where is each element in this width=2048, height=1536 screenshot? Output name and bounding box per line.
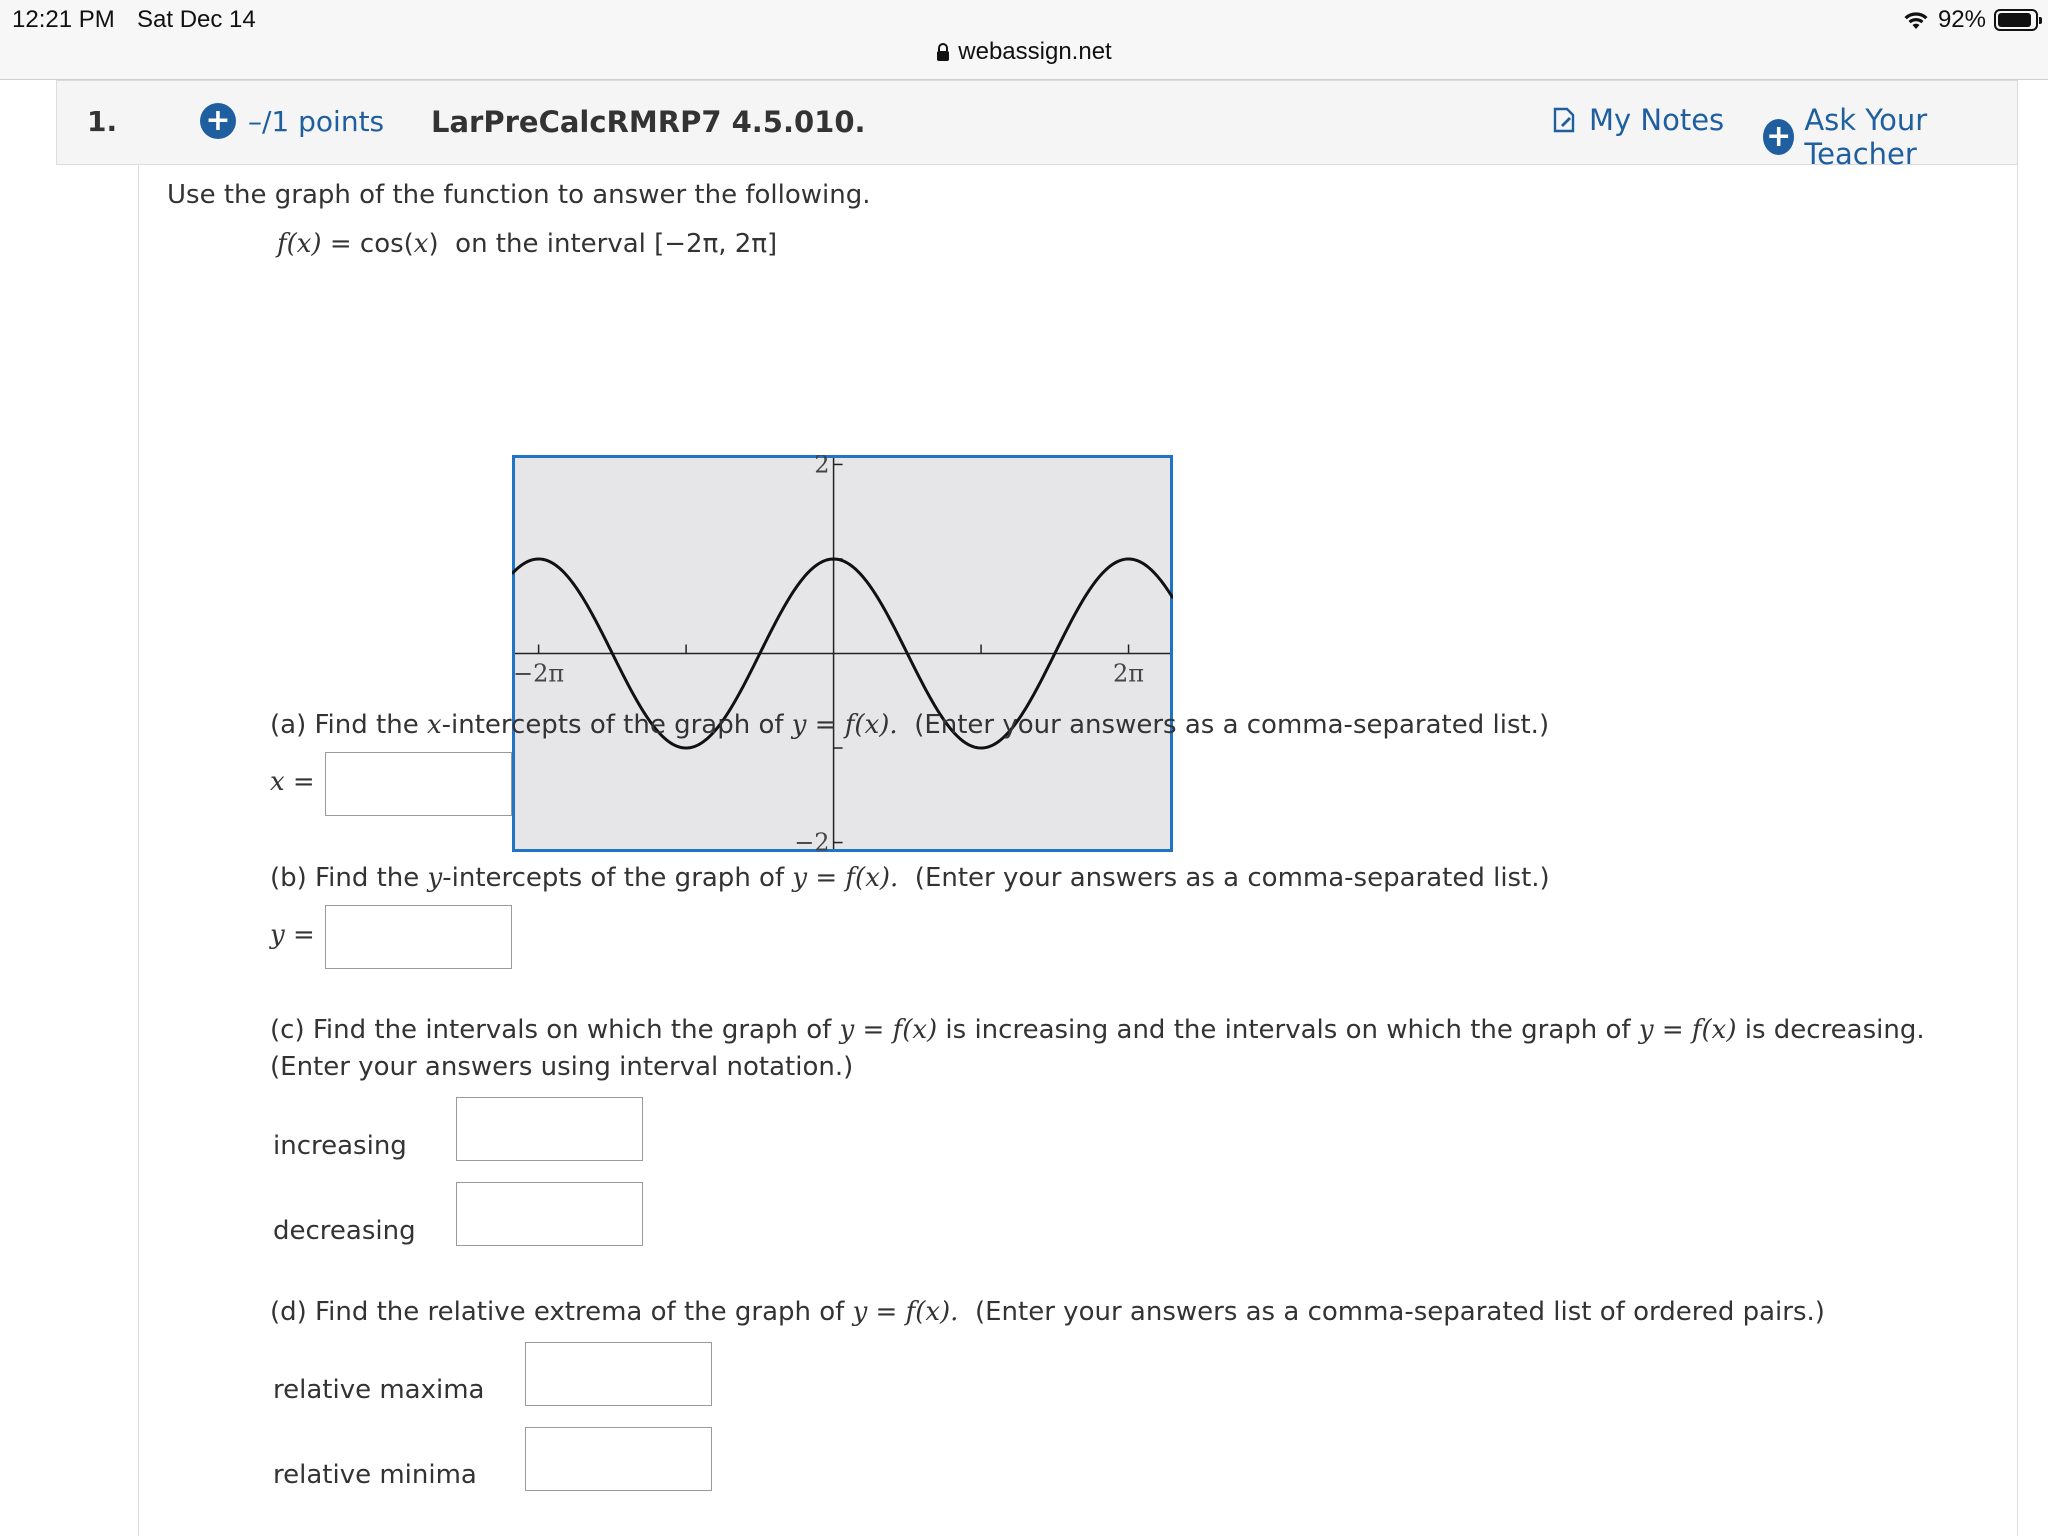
max-label: relative maxima <box>273 1375 485 1405</box>
question-header <box>56 80 2018 171</box>
relative-minima-input[interactable] <box>525 1427 712 1491</box>
part-d-fx: f(x). <box>905 1297 959 1327</box>
part-c-eq1: = <box>854 1015 893 1045</box>
part-c-line1 <box>270 1015 1925 1045</box>
notes-icon <box>1553 107 1575 133</box>
x-tick-label: 2π <box>1113 659 1145 688</box>
part-d-eq: = <box>867 1297 906 1327</box>
y-tick-label: −2 <box>794 828 830 852</box>
decreasing-label: decreasing <box>273 1216 416 1246</box>
part-c-fx2: f(x) <box>1691 1015 1737 1045</box>
part-a-note: (Enter your answers as a comma-separated list.) <box>914 710 1550 740</box>
cosine-graph <box>512 455 1173 852</box>
interval-text: on the interval [−2π, 2π] <box>455 229 778 259</box>
y-label-eq: = <box>284 920 315 950</box>
status-time: 12:21 PM <box>12 6 115 33</box>
increasing-input[interactable] <box>456 1097 643 1161</box>
battery-icon <box>1994 9 2038 31</box>
part-b-fx: f(x). <box>845 863 899 893</box>
part-c-fx1: f(x) <box>892 1015 938 1045</box>
plus-circle-icon[interactable]: + <box>1763 119 1794 155</box>
function-eq: = cos( <box>321 229 414 259</box>
x-label-var: x <box>270 767 285 797</box>
battery-percent: 92% <box>1937 6 1986 33</box>
browser-chrome <box>0 0 2048 80</box>
part-d-text <box>270 1297 1825 1327</box>
part-b-y: y <box>792 863 808 893</box>
y-tick-label: 2 <box>814 455 830 479</box>
part-a-var: x <box>426 710 442 740</box>
intro-text: Use the graph of the function to answer the following. <box>167 180 871 210</box>
part-c-mid: is increasing and the intervals on which the graph of <box>937 1015 1639 1045</box>
part-a-prefix: (a) Find the <box>270 710 427 740</box>
x-answer-label <box>270 767 315 797</box>
part-b-var: y <box>427 863 443 893</box>
part-a-y: y <box>791 710 807 740</box>
ask-teacher-button[interactable] <box>1763 103 2017 171</box>
function-name: f(x) <box>277 229 322 259</box>
question-title: LarPreCalcRMRP7 4.5.010. <box>431 105 866 139</box>
plus-circle-icon[interactable]: + <box>200 103 236 139</box>
part-a-eq: = <box>806 710 845 740</box>
part-c-line2: (Enter your answers using interval notation.) <box>270 1052 854 1082</box>
x-tick-label: −2π <box>513 659 565 688</box>
wifi-icon <box>1902 9 1930 31</box>
increasing-label: increasing <box>273 1131 407 1161</box>
my-notes-label[interactable]: My Notes <box>1589 103 1725 137</box>
status-right <box>1902 4 2038 36</box>
part-a-text <box>270 710 1549 740</box>
my-notes-button[interactable] <box>1553 103 1724 137</box>
function-var: x <box>413 229 429 259</box>
x-label-eq: = <box>284 767 315 797</box>
relative-maxima-input[interactable] <box>525 1342 712 1406</box>
points-label[interactable]: –/1 points <box>248 104 385 138</box>
part-d-y: y <box>852 1297 868 1327</box>
part-c-end: is decreasing. <box>1736 1015 1925 1045</box>
part-a-fx: f(x). <box>844 710 898 740</box>
part-c-eq2: = <box>1653 1015 1692 1045</box>
decreasing-input[interactable] <box>456 1182 643 1246</box>
url-text: webassign.net <box>958 38 1112 65</box>
part-b-note: (Enter your answers as a comma-separated list.) <box>914 863 1550 893</box>
question-number: 1. <box>87 105 118 138</box>
part-c-y1: y <box>839 1015 855 1045</box>
part-b-prefix: (b) Find the <box>270 863 428 893</box>
lock-icon <box>936 43 950 61</box>
part-b-eq: = <box>807 863 846 893</box>
function-close: ) <box>428 229 439 259</box>
part-c-y2: y <box>1638 1015 1654 1045</box>
part-b-suffix: -intercepts of the graph of <box>442 863 793 893</box>
status-date: Sat Dec 14 <box>137 6 256 33</box>
part-d-note: (Enter your answers as a comma-separated list of ordered pairs.) <box>974 1297 1825 1327</box>
part-a-suffix: -intercepts of the graph of <box>441 710 792 740</box>
y-label-var: y <box>270 920 285 950</box>
ask-teacher-label[interactable]: Ask Your Teacher <box>1804 103 1928 171</box>
question-content <box>138 165 2018 1536</box>
address-bar[interactable] <box>0 38 2048 66</box>
part-d-prefix: (d) Find the relative extrema of the graph of <box>270 1297 853 1327</box>
battery-tip <box>2039 17 2042 24</box>
points-toggle[interactable] <box>200 103 384 139</box>
x-intercepts-input[interactable] <box>325 752 512 816</box>
battery-fill <box>1998 13 2031 27</box>
min-label: relative minima <box>273 1460 477 1490</box>
part-b-text <box>270 863 1550 893</box>
y-intercepts-input[interactable] <box>325 905 512 969</box>
function-line <box>277 229 777 259</box>
part-c-intro: (c) Find the intervals on which the graph of <box>270 1015 840 1045</box>
y-answer-label <box>270 920 315 950</box>
